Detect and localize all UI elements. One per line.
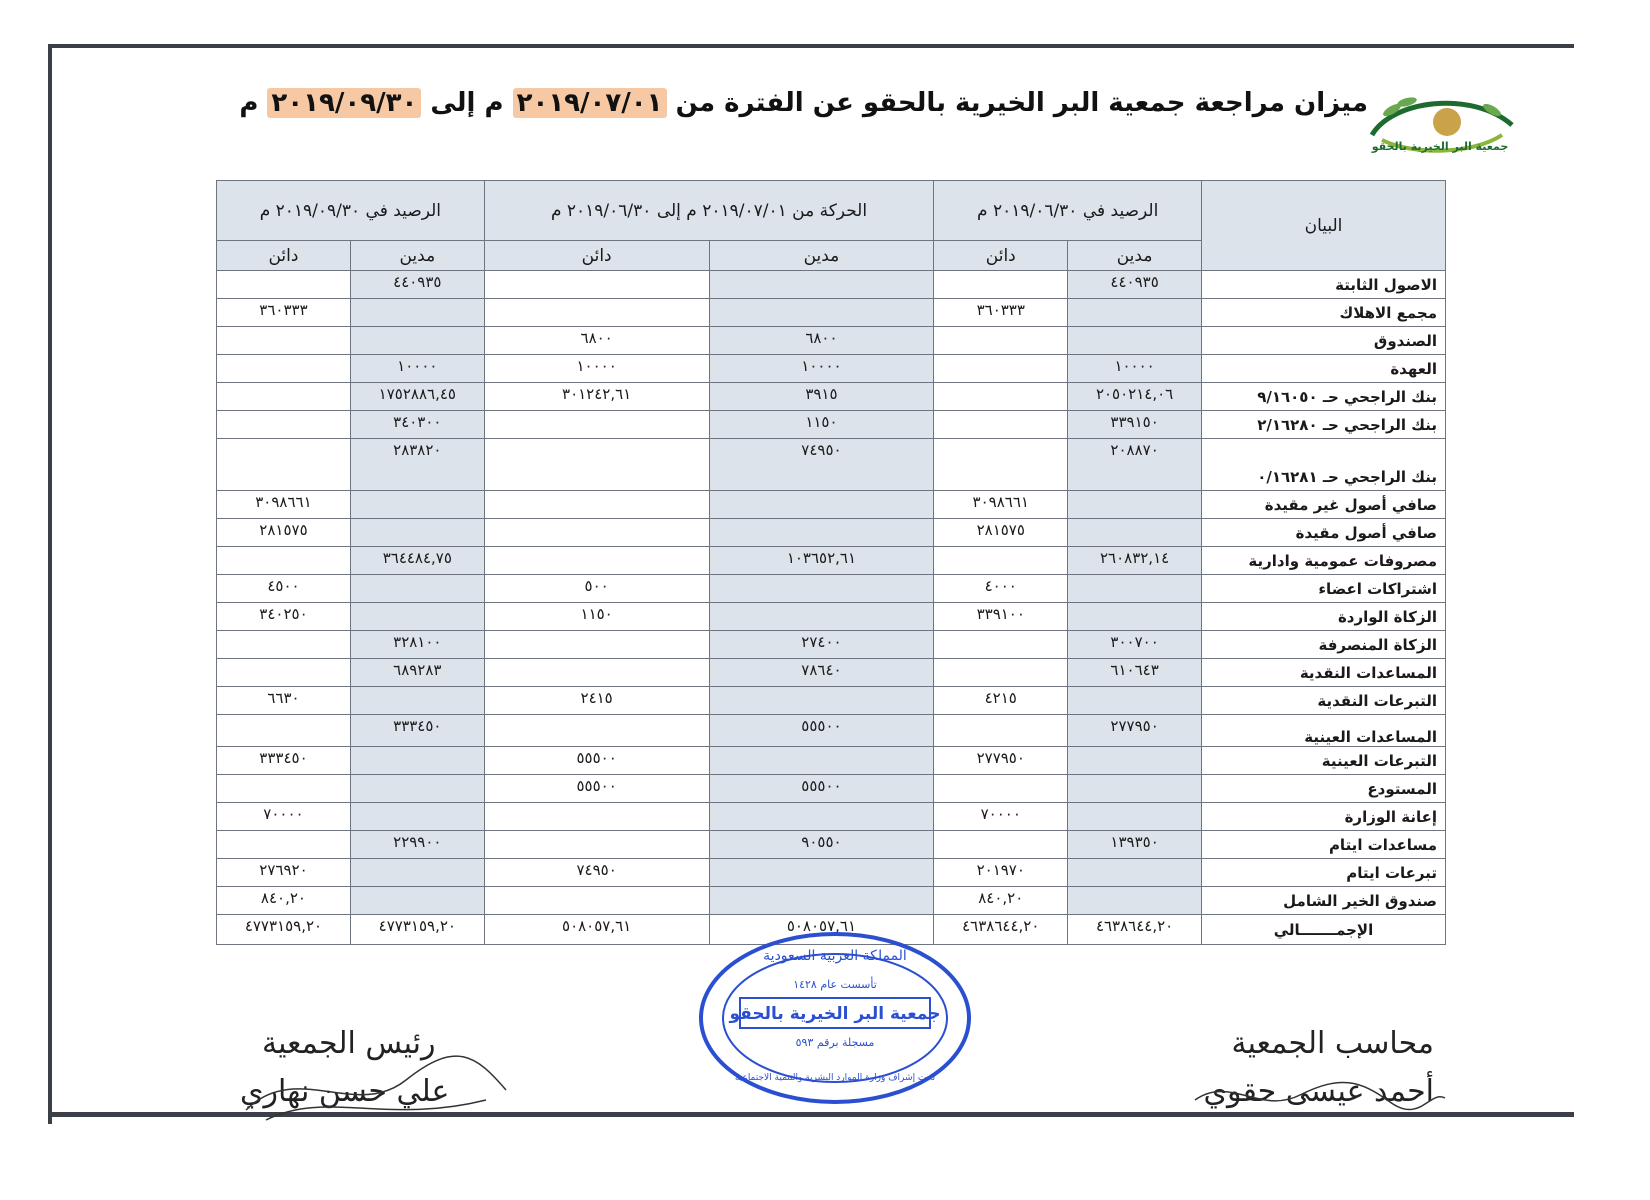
table-row	[217, 411, 1446, 439]
debit-cell: ٢٨٣٨٢٠	[350, 439, 484, 491]
row-label: صندوق الخير الشامل	[1202, 887, 1446, 915]
table-row	[217, 715, 1446, 747]
row-label: صافي أصول مقيدة	[1202, 519, 1446, 547]
credit-cell: ٤٢١٥	[934, 687, 1068, 715]
debit-cell	[350, 519, 484, 547]
debit-header: مدين	[350, 241, 484, 271]
credit-header: دائن	[484, 241, 709, 271]
credit-cell: ٤٠٠٠	[934, 575, 1068, 603]
debit-cell: ١٠٣٦٥٢,٦١	[709, 547, 934, 575]
credit-cell	[217, 547, 351, 575]
credit-cell: ٨٤٠,٢٠	[217, 887, 351, 915]
debit-cell: ٥٥٥٠٠	[709, 715, 934, 747]
credit-cell	[934, 715, 1068, 747]
table-row	[217, 659, 1446, 687]
debit-cell: ٣٤٠٣٠٠	[350, 411, 484, 439]
table-row	[217, 803, 1446, 831]
credit-cell: ١١٥٠	[484, 603, 709, 631]
debit-cell	[1068, 575, 1202, 603]
label-header: البيان	[1202, 181, 1446, 271]
debit-cell	[1068, 747, 1202, 775]
total-cell: ٥٠٨٠٥٧,٦١	[709, 915, 934, 945]
debit-cell: ١١٥٠	[709, 411, 934, 439]
debit-cell	[350, 491, 484, 519]
table-row	[217, 747, 1446, 775]
credit-cell	[484, 631, 709, 659]
credit-cell	[484, 439, 709, 491]
credit-cell	[217, 355, 351, 383]
credit-cell	[484, 659, 709, 687]
credit-cell	[484, 887, 709, 915]
debit-cell	[350, 603, 484, 631]
credit-cell	[484, 831, 709, 859]
debit-cell	[350, 687, 484, 715]
row-label: مساعدات ايتام	[1202, 831, 1446, 859]
debit-cell: ٥٥٥٠٠	[709, 775, 934, 803]
credit-cell: ١٠٠٠٠	[484, 355, 709, 383]
credit-cell: ٢٤١٥	[484, 687, 709, 715]
credit-cell: ٣٦٠٣٣٣	[934, 299, 1068, 327]
table-row	[217, 271, 1446, 299]
row-label: الزكاة الواردة	[1202, 603, 1446, 631]
credit-cell: ٦٦٣٠	[217, 687, 351, 715]
credit-cell: ٢٠١٩٧٠	[934, 859, 1068, 887]
table-row	[217, 491, 1446, 519]
credit-cell	[934, 547, 1068, 575]
credit-cell: ٣٣٩١٠٠	[934, 603, 1068, 631]
official-stamp	[696, 930, 974, 1106]
closing-balance-header: الرصيد في ٢٠١٩/٠٩/٣٠ م	[217, 181, 485, 241]
stamp-registration: مسجلة برقم ٥٩٣	[795, 1036, 875, 1049]
debit-cell: ٣٢٨١٠٠	[350, 631, 484, 659]
title-to-date: ٢٠١٩/٠٩/٣٠	[267, 88, 421, 118]
debit-cell	[1068, 687, 1202, 715]
table-row	[217, 687, 1446, 715]
credit-cell	[217, 775, 351, 803]
debit-cell: ١٠٠٠٠	[709, 355, 934, 383]
debit-cell	[1068, 803, 1202, 831]
row-label: اشتراكات اعضاء	[1202, 575, 1446, 603]
row-label: الاصول الثابتة	[1202, 271, 1446, 299]
debit-cell	[350, 327, 484, 355]
debit-cell: ١٠٠٠٠	[1068, 355, 1202, 383]
credit-cell: ٧٠٠٠٠	[217, 803, 351, 831]
accountant-name: أحمد عيسى حقوي	[1203, 1074, 1434, 1109]
table-row	[217, 299, 1446, 327]
debit-cell	[350, 887, 484, 915]
table-row	[217, 631, 1446, 659]
credit-cell	[934, 327, 1068, 355]
debit-cell: ٧٨٦٤٠	[709, 659, 934, 687]
debit-cell: ٩٠٥٥٠	[709, 831, 934, 859]
credit-cell: ٣٦٠٣٣٣	[217, 299, 351, 327]
row-label: إعانة الوزارة	[1202, 803, 1446, 831]
credit-cell	[934, 631, 1068, 659]
row-label: مجمع الاهلاك	[1202, 299, 1446, 327]
debit-cell: ٧٤٩٥٠	[709, 439, 934, 491]
row-label: مصروفات عمومية وادارية	[1202, 547, 1446, 575]
total-cell: ٤٧٧٣١٥٩,٢٠	[217, 915, 351, 945]
table-row	[217, 327, 1446, 355]
debit-cell: ٣٦٤٤٨٤,٧٥	[350, 547, 484, 575]
credit-cell	[934, 383, 1068, 411]
table-row	[217, 355, 1446, 383]
total-cell: ٤٧٧٣١٥٩,٢٠	[350, 915, 484, 945]
debit-cell: ٣٠٠٧٠٠	[1068, 631, 1202, 659]
table-row	[217, 887, 1446, 915]
credit-cell: ٣٠٩٨٦٦١	[217, 491, 351, 519]
debit-cell: ٢٧٧٩٥٠	[1068, 715, 1202, 747]
debit-cell	[350, 575, 484, 603]
debit-cell	[709, 887, 934, 915]
row-label: العهدة	[1202, 355, 1446, 383]
total-label: الإجمـــــــالي	[1202, 915, 1446, 945]
credit-cell	[484, 271, 709, 299]
credit-cell: ٨٤٠,٢٠	[934, 887, 1068, 915]
debit-cell	[1068, 519, 1202, 547]
debit-cell: ٢٠٨٨٧٠	[1068, 439, 1202, 491]
row-label: المستودع	[1202, 775, 1446, 803]
debit-cell: ٢٠٥٠٢١٤,٠٦	[1068, 383, 1202, 411]
credit-cell: ٧٤٩٥٠	[484, 859, 709, 887]
debit-cell: ٤٤٠٩٣٥	[350, 271, 484, 299]
debit-cell	[709, 519, 934, 547]
page-title: ميزان مراجعة جمعية البر الخيرية بالحقو عن الفترة من ٢٠١٩/٠٧/٠١ م إلى ٢٠١٩/٠٩/٣٠ م	[239, 88, 1368, 118]
debit-cell	[1068, 775, 1202, 803]
credit-cell	[217, 631, 351, 659]
credit-cell	[217, 411, 351, 439]
debit-cell	[709, 491, 934, 519]
table-row	[217, 603, 1446, 631]
debit-cell	[350, 299, 484, 327]
title-from-date: ٢٠١٩/٠٧/٠١	[513, 88, 667, 118]
president-signature	[236, 1050, 516, 1130]
debit-cell: ٦٨٩٢٨٣	[350, 659, 484, 687]
row-label: الصندوق	[1202, 327, 1446, 355]
credit-header: دائن	[217, 241, 351, 271]
credit-cell: ٥٠٠	[484, 575, 709, 603]
credit-cell: ٣٣٣٤٥٠	[217, 747, 351, 775]
debit-cell	[709, 271, 934, 299]
row-label: المساعدات العينية	[1202, 715, 1446, 747]
credit-cell: ٣٠٩٨٦٦١	[934, 491, 1068, 519]
credit-cell: ٢٧٦٩٢٠	[217, 859, 351, 887]
table-row	[217, 383, 1446, 411]
stamp-ministry: تحت إشراف وزارة الموارد البشرية والتنمية الاجتماعية	[734, 1073, 936, 1083]
debit-cell	[709, 299, 934, 327]
row-label: بنك الراجحي حـ ٢/١٦٢٨٠	[1202, 411, 1446, 439]
debit-cell	[709, 859, 934, 887]
debit-cell: ٢٢٩٩٠٠	[350, 831, 484, 859]
movement-header: الحركة من ٢٠١٩/٠٧/٠١ م إلى ٢٠١٩/٠٦/٣٠ م	[484, 181, 934, 241]
debit-cell: ١٧٥٢٨٨٦,٤٥	[350, 383, 484, 411]
debit-cell	[1068, 299, 1202, 327]
stamp-outer-text: المملكة العربية السعودية	[763, 948, 907, 964]
credit-cell	[217, 439, 351, 491]
stamp-name: جمعية البر الخيرية بالحقو	[729, 1004, 941, 1024]
row-label: الزكاة المنصرفة	[1202, 631, 1446, 659]
debit-cell: ١٠٠٠٠	[350, 355, 484, 383]
row-label: المساعدات النقدية	[1202, 659, 1446, 687]
credit-cell: ٧٠٠٠٠	[934, 803, 1068, 831]
credit-header: دائن	[934, 241, 1068, 271]
credit-cell	[217, 327, 351, 355]
trial-balance-table	[216, 180, 1446, 945]
debit-cell: ٣٣٣٤٥٠	[350, 715, 484, 747]
debit-header: مدين	[709, 241, 934, 271]
credit-cell: ٢٨١٥٧٥	[217, 519, 351, 547]
debit-cell	[350, 803, 484, 831]
debit-cell	[709, 687, 934, 715]
debit-cell	[709, 747, 934, 775]
row-label: التبرعات العينية	[1202, 747, 1446, 775]
row-label: تبرعات ايتام	[1202, 859, 1446, 887]
credit-cell: ٣٤٠٢٥٠	[217, 603, 351, 631]
credit-cell	[217, 271, 351, 299]
table-row	[217, 575, 1446, 603]
credit-cell	[934, 659, 1068, 687]
stamp-founded: تأسست عام ١٤٢٨	[793, 978, 877, 991]
credit-cell	[484, 299, 709, 327]
credit-cell	[217, 715, 351, 747]
debit-cell: ١٣٩٣٥٠	[1068, 831, 1202, 859]
debit-cell	[350, 859, 484, 887]
debit-cell	[350, 775, 484, 803]
debit-cell: ٣٣٩١٥٠	[1068, 411, 1202, 439]
debit-cell	[1068, 887, 1202, 915]
credit-cell: ٤٥٠٠	[217, 575, 351, 603]
credit-cell	[934, 775, 1068, 803]
credit-cell	[484, 715, 709, 747]
debit-cell	[1068, 491, 1202, 519]
debit-cell: ٤٤٠٩٣٥	[1068, 271, 1202, 299]
row-label: بنك الراجحي حـ ٩/١٦٠٥٠	[1202, 383, 1446, 411]
credit-cell	[217, 831, 351, 859]
total-cell: ٤٦٣٨٦٤٤,٢٠	[1068, 915, 1202, 945]
credit-cell	[934, 439, 1068, 491]
debit-cell	[1068, 859, 1202, 887]
credit-cell: ٣٠١٢٤٢,٦١	[484, 383, 709, 411]
credit-cell	[217, 383, 351, 411]
total-cell: ٥٠٨٠٥٧,٦١	[484, 915, 709, 945]
opening-balance-header: الرصيد في ٢٠١٩/٠٦/٣٠ م	[934, 181, 1202, 241]
debit-cell	[709, 603, 934, 631]
table-row	[217, 519, 1446, 547]
total-cell: ٤٦٣٨٦٤٤,٢٠	[934, 915, 1068, 945]
credit-cell	[484, 547, 709, 575]
debit-header: مدين	[1068, 241, 1202, 271]
credit-cell	[484, 491, 709, 519]
table-row	[217, 775, 1446, 803]
president-title: رئيس الجمعية	[262, 1026, 436, 1061]
table-row	[217, 547, 1446, 575]
debit-cell	[709, 575, 934, 603]
row-label: بنك الراجحي حـ ٠/١٦٢٨١	[1202, 439, 1446, 491]
president-name: علي حسن نهاري	[240, 1074, 450, 1109]
credit-cell	[934, 831, 1068, 859]
logo-caption: جمعية البر الخيرية بالحقو	[1371, 140, 1509, 153]
credit-cell: ٥٥٥٠٠	[484, 775, 709, 803]
accountant-signature	[1190, 1070, 1450, 1120]
credit-cell	[484, 803, 709, 831]
table-row	[217, 859, 1446, 887]
debit-cell	[709, 803, 934, 831]
debit-cell: ٣٩١٥	[709, 383, 934, 411]
accountant-title: محاسب الجمعية	[1231, 1026, 1434, 1061]
debit-cell: ٢٧٤٠٠	[709, 631, 934, 659]
debit-cell	[1068, 327, 1202, 355]
association-logo	[1352, 80, 1528, 176]
debit-cell	[1068, 603, 1202, 631]
credit-cell	[484, 411, 709, 439]
row-label: التبرعات النقدية	[1202, 687, 1446, 715]
credit-cell	[934, 411, 1068, 439]
credit-cell: ٥٥٥٠٠	[484, 747, 709, 775]
credit-cell: ٢٧٧٩٥٠	[934, 747, 1068, 775]
debit-cell	[350, 747, 484, 775]
row-label: صافي أصول غير مقيدة	[1202, 491, 1446, 519]
table-row	[217, 831, 1446, 859]
credit-cell	[934, 271, 1068, 299]
debit-cell: ٦٨٠٠	[709, 327, 934, 355]
table-row	[217, 439, 1446, 491]
credit-cell: ٦٨٠٠	[484, 327, 709, 355]
debit-cell: ٢٦٠٨٣٢,١٤	[1068, 547, 1202, 575]
credit-cell: ٢٨١٥٧٥	[934, 519, 1068, 547]
credit-cell	[217, 659, 351, 687]
debit-cell: ٦١٠٦٤٣	[1068, 659, 1202, 687]
credit-cell	[484, 519, 709, 547]
credit-cell	[934, 355, 1068, 383]
